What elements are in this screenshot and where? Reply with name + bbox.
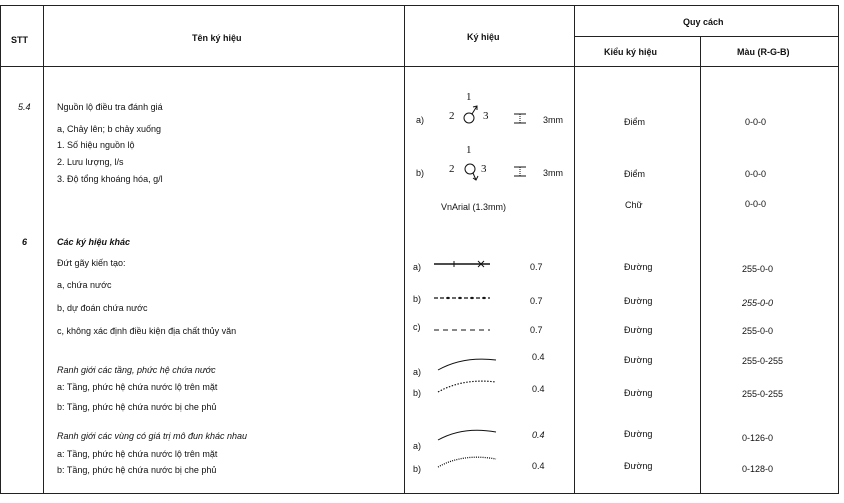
fault-a-width: 0.7 bbox=[530, 262, 543, 272]
fault-b-color: 255-0-0 bbox=[742, 298, 774, 308]
fault-b-letter: b) bbox=[413, 294, 422, 304]
sec54-a-num3: 3 bbox=[483, 110, 489, 122]
spring-down-icon bbox=[460, 160, 482, 186]
zone-a-letter: a) bbox=[413, 441, 422, 451]
sec6-zone-title: Ranh giới các vùng có giá trị mô đun khác nhau bbox=[57, 431, 248, 441]
sec6-layer-title: Ranh giới các tầng, phức hệ chứa nước bbox=[57, 365, 216, 375]
zone-b-color: 0-128-0 bbox=[742, 464, 774, 474]
header-stt: STT bbox=[11, 35, 28, 45]
spec-header-divider bbox=[574, 36, 839, 37]
fault-line-a-icon bbox=[434, 260, 490, 268]
sec54-b-num2: 2 bbox=[449, 163, 455, 175]
sec6-layer-a: a: Tầng, phức hệ chứa nước lộ trên mặt bbox=[57, 382, 218, 392]
size-indicator-icon bbox=[512, 166, 528, 178]
fault-a-style: Đường bbox=[624, 262, 653, 272]
fault-c-style: Đường bbox=[624, 325, 653, 335]
col-divider-stt bbox=[43, 5, 44, 494]
sec6-zone-b: b: Tầng, phức hệ chứa nước bị che phủ bbox=[57, 465, 217, 475]
sec6-zone-a: a: Tầng, phức hệ chứa nước lộ trên mặt bbox=[57, 449, 218, 459]
sec54-a-letter: a) bbox=[416, 115, 425, 125]
zone-b-style: Đường bbox=[624, 461, 653, 471]
layer-b-letter: b) bbox=[413, 388, 422, 398]
col-divider-style bbox=[700, 36, 701, 494]
col-divider-symbol bbox=[574, 5, 575, 494]
layer-a-style: Đường bbox=[624, 355, 653, 365]
sec54-a-color: 0-0-0 bbox=[745, 117, 767, 127]
zone-b-letter: b) bbox=[413, 464, 422, 474]
layer-a-width: 0.4 bbox=[532, 352, 545, 362]
sec54-b-letter: b) bbox=[416, 168, 425, 178]
header-name: Tên ký hiệu bbox=[192, 33, 242, 43]
sec6-fault-title: Đứt gãy kiến tạo: bbox=[57, 258, 126, 268]
zone-a-style: Đường bbox=[624, 429, 653, 439]
spring-up-icon bbox=[460, 102, 482, 128]
header-bottom-border bbox=[0, 66, 839, 67]
sec54-item3: 3. Độ tổng khoáng hóa, g/l bbox=[57, 174, 163, 184]
sec54-font-style: Chữ bbox=[625, 200, 643, 210]
sec54-b-color: 0-0-0 bbox=[745, 169, 767, 179]
sec54-b-num1: 1 bbox=[466, 144, 472, 156]
layer-b-style: Đường bbox=[624, 388, 653, 398]
sec54-font-symbol: VnArial (1.3mm) bbox=[441, 202, 507, 212]
sec54-a-style: Điểm bbox=[624, 117, 646, 127]
sec54-a-num2: 2 bbox=[449, 110, 455, 122]
layer-boundary-a-icon bbox=[438, 356, 498, 372]
zone-a-width: 0.4 bbox=[532, 430, 545, 440]
layer-b-width: 0.4 bbox=[532, 384, 545, 394]
sec54-sub: a, Chảy lên; b chảy xuống bbox=[57, 124, 162, 134]
layer-boundary-b-icon bbox=[438, 378, 498, 394]
sec6-fault-c: c, không xác định điều kiện địa chất thủy văn bbox=[57, 326, 237, 336]
layer-a-letter: a) bbox=[413, 367, 422, 377]
fault-b-width: 0.7 bbox=[530, 296, 543, 306]
sec54-a-size: 3mm bbox=[543, 115, 563, 125]
layer-a-color: 255-0-255 bbox=[742, 356, 784, 366]
fault-a-letter: a) bbox=[413, 262, 422, 272]
sec6-fault-a: a, chứa nước bbox=[57, 280, 112, 290]
sec6-layer-b: b: Tầng, phức hệ chứa nước bị che phủ bbox=[57, 402, 217, 412]
sec54-a-num1: 1 bbox=[466, 91, 472, 103]
table-left-border bbox=[0, 5, 1, 494]
fault-c-color: 255-0-0 bbox=[742, 326, 774, 336]
fault-c-width: 0.7 bbox=[530, 325, 543, 335]
header-style: Kiểu ký hiệu bbox=[604, 47, 658, 57]
sec6-number: 6 bbox=[22, 237, 28, 247]
fault-c-letter: c) bbox=[413, 322, 421, 332]
table-top-border bbox=[0, 5, 839, 6]
fault-b-style: Đường bbox=[624, 296, 653, 306]
sec54-title: Nguồn lộ điều tra đánh giá bbox=[57, 102, 163, 112]
header-symbol: Ký hiệu bbox=[467, 32, 500, 42]
sec54-item1: 1. Số hiệu nguồn lộ bbox=[57, 140, 135, 150]
sec54-number: 5.4 bbox=[18, 102, 31, 112]
zone-boundary-b-icon bbox=[438, 453, 498, 469]
sec6-fault-b: b, dự đoán chứa nước bbox=[57, 303, 148, 313]
sec54-b-num3: 3 bbox=[481, 163, 487, 175]
sec54-b-size: 3mm bbox=[543, 168, 563, 178]
table-bottom-border bbox=[0, 493, 839, 494]
zone-b-width: 0.4 bbox=[532, 461, 545, 471]
sec54-font-color: 0-0-0 bbox=[745, 199, 767, 209]
header-spec: Quy cách bbox=[683, 17, 724, 27]
table-right-border bbox=[838, 5, 839, 494]
layer-b-color: 255-0-255 bbox=[742, 389, 784, 399]
fault-a-color: 255-0-0 bbox=[742, 264, 774, 274]
zone-boundary-a-icon bbox=[438, 426, 498, 442]
col-divider-name bbox=[404, 5, 405, 494]
fault-line-c-icon bbox=[434, 326, 490, 334]
fault-line-b-icon bbox=[434, 294, 490, 302]
size-indicator-icon bbox=[512, 113, 528, 125]
zone-a-color: 0-126-0 bbox=[742, 433, 774, 443]
sec6-title: Các ký hiệu khác bbox=[57, 237, 131, 247]
sec54-item2: 2. Lưu lượng, l/s bbox=[57, 157, 124, 167]
header-color: Màu (R-G-B) bbox=[737, 47, 790, 57]
sec54-b-style: Điểm bbox=[624, 169, 646, 179]
